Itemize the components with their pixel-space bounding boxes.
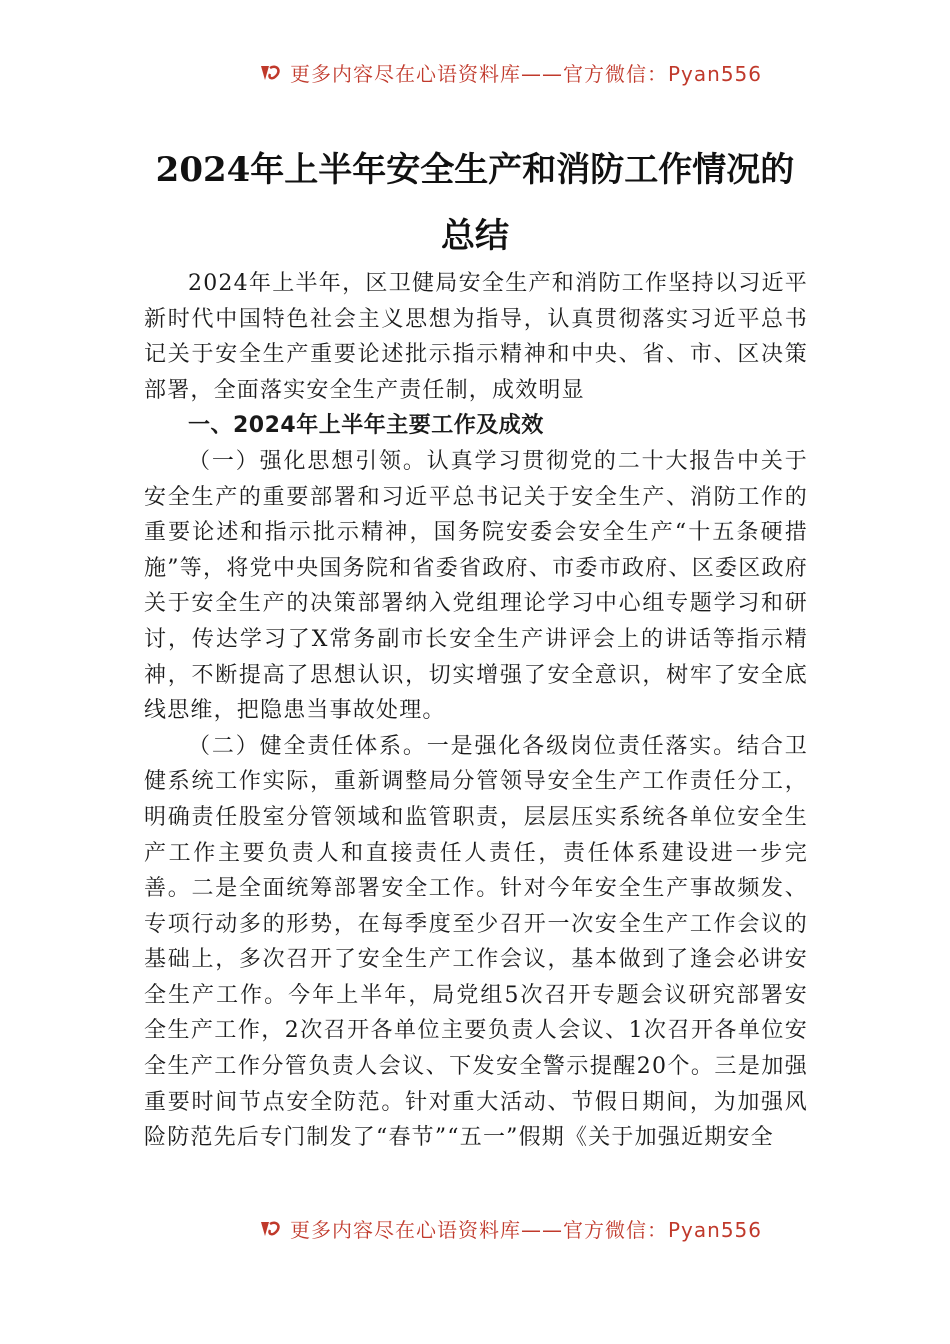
section-heading: 一、2024年上半年主要工作及成效 (188, 413, 544, 439)
document-title-line2: 总结 (441, 216, 509, 256)
document-title-line1: 2024年上半年安全生产和消防工作情况的 (155, 150, 795, 190)
body-paragraph: 2024年上半年，区卫健局安全生产和消防工作坚持以习近平新时代中国特色社会主义思想为指导，认真贯彻落实习近平总书记关于安全生产重要论述批示指示精神和中央、省、市、区决策部署，全面落实安全生产责任制，成效明显 (144, 271, 808, 403)
body-paragraph: （一）强化思想引领。认真学习贯彻党的二十大报告中关于安全生产的重要部署和习近平总书记关于安全生产、消防工作的重要论述和指示批示精神，国务院安委会安全生产“十五条硬措施”等，将党中央国务院和省委省政府、市委市政府、区委区政府关于安全生产的决策部署纳入党组理论学习中心组专题学习和研讨，传达学习了X常务副市长安全生产讲评会上的讲话等指示精神，不断提高了思想认识，切实增强了安全意识，树牢了安全底线思维，把隐患当事故处理。 (144, 448, 808, 724)
watermark-text: 更多内容尽在心语资料库——官方微信：Pyan556 (290, 1218, 763, 1242)
body-paragraph: （二）健全责任体系。一是强化各级岗位责任落实。结合卫健系统工作实际，重新调整局分管领导安全生产工作责任分工，明确责任股室分管领域和监管职责，层层压实系统各单位安全生产工作主要负责人和直接责任人责任，责任体系建设进一步完善。二是全面统筹部署安全工作。针对今年安全生产事故频发、专项行动多的形势，在每季度至少召开一次安全生产工作会议的基础上，多次召开了安全生产工作会议，基本做到了逢会必讲安全生产工作。今年上半年，局党组5次召开专题会议研究部署安全生产工作，2次召开各单位主要负责人会议、1次召开各单位安全生产工作分管负责人会议、下发安全警示提醒20个。三是加强重要时间节点安全防范。针对重大活动、节假日期间，为加强风险防范先后专门制发了“春节”“五一”假期《关于加强近期安全 (144, 733, 808, 1151)
watermark-text: 更多内容尽在心语资料库——官方微信：Pyan556 (290, 62, 763, 86)
watermark-banner-top (0, 52, 950, 86)
watermark-banner-bottom (0, 1208, 950, 1242)
watermark-logo-icon (258, 1218, 284, 1240)
document-body (144, 266, 808, 1156)
watermark-logo-icon (258, 62, 284, 84)
